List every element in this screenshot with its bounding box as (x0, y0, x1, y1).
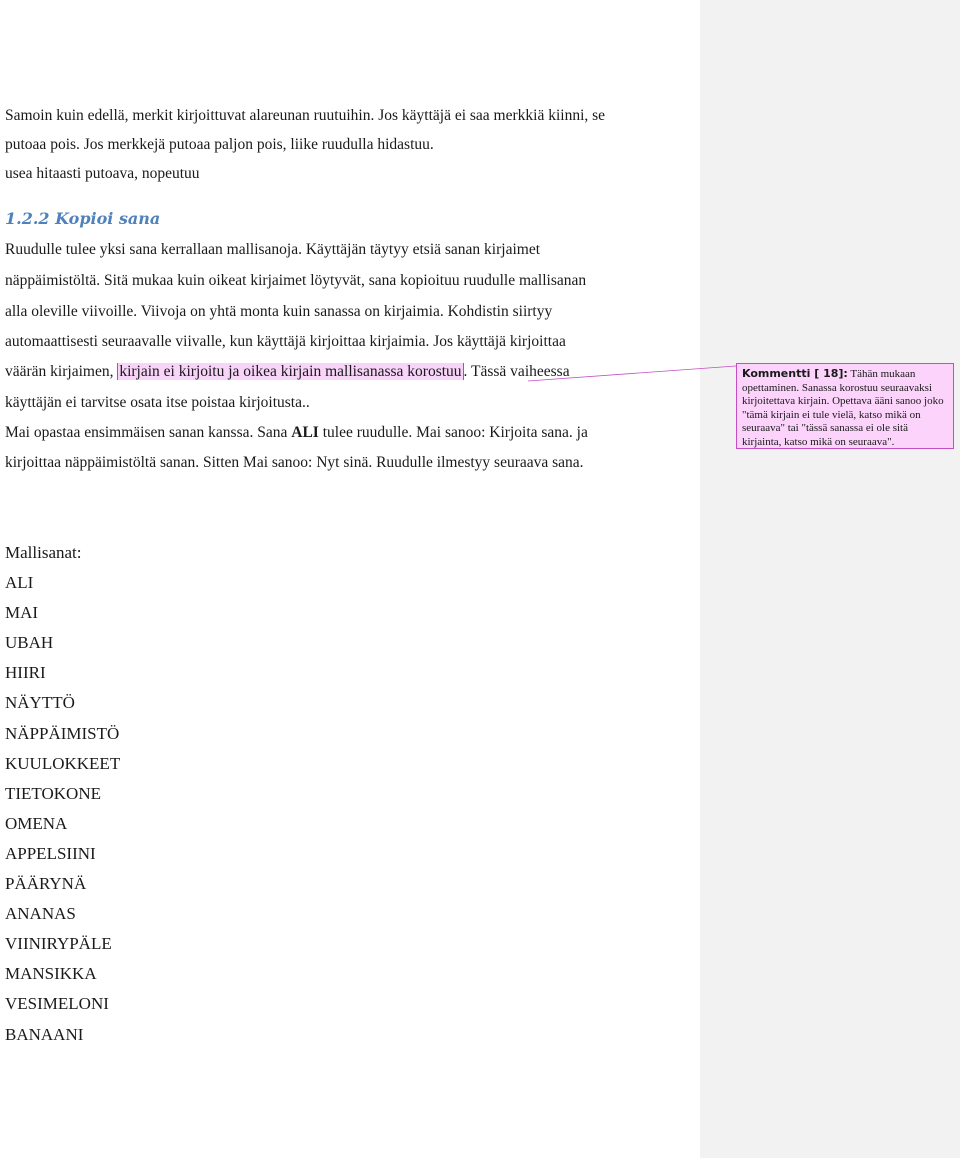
body-text-line: automaattisesti seuraavalle viivalle, kun käyttäjä kirjoittaa kirjaimia. Jos käyttäjä kirjoittaa (5, 333, 566, 350)
word-list-item: MANSIKKA (5, 964, 97, 984)
word-list-item: APPELSIINI (5, 843, 96, 863)
word-list-item: VESIMELONI (5, 994, 109, 1014)
word-list-item: HIIRI (5, 663, 46, 683)
body-text-line: kirjoittaa näppäimistöltä sanan. Sitten Mai sanoo: Nyt sinä. Ruudulle ilmestyy seuraava sana. (5, 454, 584, 471)
body-text-line: alla oleville viivoille. Viivoja on yhtä monta kuin sanassa on kirjaimia. Kohdistin siirtyy (5, 303, 553, 320)
word-list-item: ANANAS (5, 904, 76, 924)
word-list-item: NÄYTTÖ (5, 693, 75, 713)
word-list-item: VIINIRYPÄLE (5, 934, 112, 954)
body-text-line: käyttäjän ei tarvitse osata itse poistaa kirjoitusta.. (5, 394, 310, 411)
word-list-item: NÄPPÄIMISTÖ (5, 723, 120, 743)
word-list-item: OMENA (5, 813, 68, 833)
comment-balloon[interactable] (736, 363, 954, 449)
commented-text-highlight[interactable]: kirjain ei kirjoitu ja oikea kirjain mallisanassa korostuu (119, 363, 462, 380)
text-segment: . Tässä vaiheessa (463, 363, 570, 380)
text-segment: Mai opastaa ensimmäisen sanan kanssa. Sana (5, 424, 292, 441)
word-list-item: TIETOKONE (5, 783, 101, 803)
bold-word: ALI (291, 424, 319, 441)
body-text-line: putoaa pois. Jos merkkejä putoaa paljon pois, liike ruudulla hidastuu. (5, 136, 434, 153)
text-segment: tulee ruudulle. Mai sanoo: Kirjoita sana. ja (318, 424, 588, 441)
text-segment: väärän kirjaimen, (5, 363, 118, 380)
comment-label: Kommentti [ 18]: (742, 367, 848, 380)
section-heading: 1.2.2 Kopioi sana (5, 209, 161, 228)
word-list-item: MAI (5, 603, 39, 623)
body-text-line: usea hitaasti putoava, nopeutuu (5, 165, 200, 182)
word-list-item: KUULOKKEET (5, 753, 121, 773)
word-list-item: BANAANI (5, 1024, 84, 1044)
word-list-item: PÄÄRYNÄ (5, 874, 87, 893)
comment-text: Tähän mukaan opettaminen. Sanassa korostuu seuraavaksi kirjoitettava kirjain. Opettava ääni sanoo joko "tämä kirjain ei tule vielä, katso mikä on seuraava" tai "tässä sanassa ei ole sitä kirjainta, katso mikä on seuraava". (742, 368, 944, 448)
body-text-line: Ruudulle tulee yksi sana kerrallaan mallisanoja. Käyttäjän täytyy etsiä sanan kirjaimet (5, 241, 541, 258)
word-list-label: Mallisanat: (5, 543, 82, 562)
word-list-item: UBAH (5, 633, 54, 653)
body-text-line: Samoin kuin edellä, merkit kirjoittuvat alareunan ruutuihin. Jos käyttäjä ei saa merkkiä kiinni, se (5, 107, 606, 124)
body-text-line: näppäimistöltä. Sitä mukaa kuin oikeat kirjaimet löytyvät, sana kopioituu ruudulle mallisanan (5, 272, 587, 289)
word-list-item: ALI (5, 573, 34, 592)
